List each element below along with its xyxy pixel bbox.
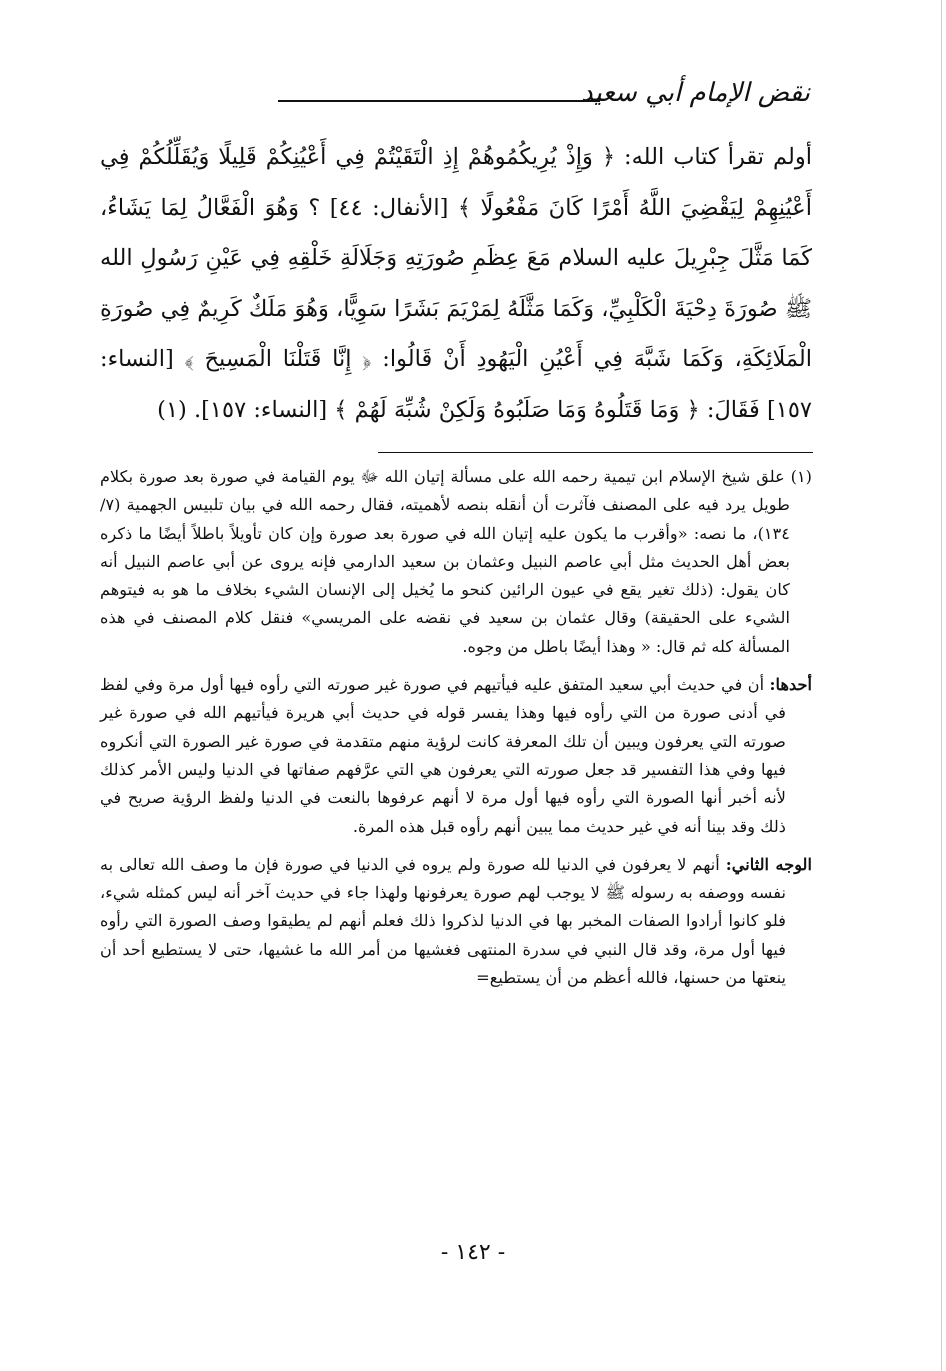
footnotes: [100, 463, 812, 1002]
page-edge-line: [941, 0, 942, 1371]
footnote-marker: (١): [790, 467, 812, 486]
footnote-point-second: [100, 851, 812, 992]
header-rule: [278, 100, 600, 102]
footnote-separator: [378, 452, 813, 453]
page-number: - ١٤٢ -: [440, 1240, 506, 1265]
main-text: [100, 132, 812, 435]
footnote-text: علق شيخ الإسلام ابن تيمية رحمه الله على مسألة إتيان الله ﷻ يوم القيامة في صورة بعد صورة بكلام طويل يرد فيه على المصنف فآثرت أن أنقله بنصه لأهميته، فقال رحمه الله في بيان تلبيس الجهمية (٧/ ١٣٤)، ما نصه: «وأقرب ما يكون عليه إتيان الله في صورة بعد صورة وإن كان تأويلاً باطلاً أيضًا ما ذكره بعض أهل الحديث مثل أبي عاصم النبيل وعثمان بن سعيد الدارمي فإنه يروى عن أبي عاصم النبيل أنه كان يقول: (ذلك تغير يقع في عيون الرائين كنحو ما يُخيل إلى الإنسان الشيء بخلاف ما هو به فيتوهم الشيء على الحقيقة) وقال عثمان بن سعيد في نقضه على المريسي» فنقل كلام المصنف في هذه المسألة كله ثم قال: « وهذا أيضًا باطل من وجوه.: [100, 467, 790, 656]
footnote-point-first: [100, 671, 812, 841]
point-text-first: أن في حديث أبي سعيد المتفق عليه فيأتيهم في صورة غير صورته التي رأوه فيها أول مرة وفي لفظ في أدنى صورة من التي رأوه فيها وهذا يفسر قوله في حديث أبي هريرة فيأتيهم الله في صورة غير صورته التي يعرفون ويبين أن تلك المعرفة كانت لرؤية منهم متقدمة في صورة غير الصورة التي أنكروه فيها وفي هذا التفسير قد جعل صورته التي يعرفون هي التي عرَّفهم صفاتها في الدنيا وليس الأمر كذلك لأنه أخبر أنها الصورة التي رأوه فيها أول مرة لا أنهم عرفوها بالنعت في الدنيا ولفظ الرؤية صريح في ذلك وقد بينا أنه في غير حديث مما يبين أنهم رأوه قبل هذه المرة.: [100, 675, 786, 836]
footnote-1: [100, 463, 812, 661]
main-paragraph: أولم تقرأ كتاب الله: ﴿ وَإِذْ يُرِيكُمُوهُمْ إِذِ الْتَقَيْتُمْ فِي أَعْيُنِكُمْ قَلِيلًا وَيُقَلِّلُكُمْ فِي أَعْيُنِهِمْ لِيَقْضِيَ اللَّهُ أَمْرًا كَانَ مَفْعُولًا ﴾ [الأنفال: ٤٤] ؟ وَهُوَ الْفَعَّالُ لِمَا يَشَاءُ، كَمَا مَثَّلَ جِبْرِيلَ عليه السلام مَعَ عِظَمِ صُورَتِهِ وَجَلَالَةِ خَلْقِهِ فِي عَيْنِ رَسُولِ الله ﷺ صُورَةَ دِحْيَةَ الْكَلْبِيِّ، وَكَمَا مَثَّلَهُ لِمَرْيَمَ بَشَرًا سَوِيًّا، وَهُوَ مَلَكٌ كَرِيمٌ فِي صُورَةِ الْمَلَائِكَةِ، وَكَمَا شَبَّهَ فِي أَعْيُنِ الْيَهُودِ أَنْ قَالُوا: ﴿ إِنَّا قَتَلْنَا الْمَسِيحَ ﴾ [النساء: ١٥٧] فَقَالَ: ﴿ وَمَا قَتَلُوهُ وَمَا صَلَبُوهُ وَلَكِنْ شُبِّهَ لَهُمْ ﴾ [النساء: ١٥٧]. (١): [100, 144, 812, 423]
header-title: نقض الإمام أبي سعيد: [581, 78, 810, 108]
running-header: [100, 70, 810, 115]
point-label-first: أحدها:: [769, 675, 812, 695]
point-label-second: الوجه الثاني:: [725, 854, 812, 874]
point-text-second: أنهم لا يعرفون في الدنيا لله صورة ولم يروه في الدنيا في صورة فإن ما وصف الله تعالى به نفسه ووصفه به رسوله ﷺ لا يوجب لهم صورة يعرفونها ولهذا جاء في حديث آخر أنه ليس كمثله شيء، فلو كانوا أرادوا الصفات المخبر بها في الدنيا لذكروا ذلك فعلم أنهم لم يطيقوا وصف الصورة التي رأوه فيها أول مرة، وقد قال النبي في سدرة المنتهى فغشيها من أمر الله ما غشيها، حتى لا يستطيع أحد أن ينعتها من حسنها، فالله أعظم من أن يستطيع=: [100, 854, 786, 988]
